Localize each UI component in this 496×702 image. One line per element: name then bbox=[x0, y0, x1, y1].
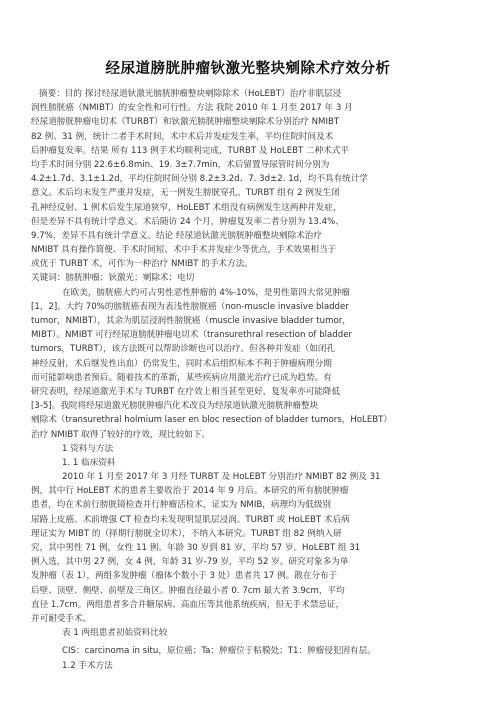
text-line: 神经反射，术后继发性出血）仍常发生，同时术后组织标本不利于肿瘤病理分期 bbox=[31, 358, 332, 369]
text-line: 后肿瘤复发率。结果 所有 113 例手术均顺利完成，TURBT 及 HoLEBT 二种术式平 bbox=[31, 145, 349, 156]
text-line: 尿路上皮癌。术前增强 CT 检查均未发现明显肌层浸润。TURBT 或 HoLEBT 术后病 bbox=[31, 514, 350, 525]
text-line: 82 例、31 例，统计二者手术时间，术中术后并发症发生率，平均住院时间及术 bbox=[31, 131, 334, 142]
text-line: 研究表明，经尿道激光手术与 TURBT 在疗效上相当甚至更好，复发率亦可能降低 bbox=[31, 386, 341, 397]
text-line: 例，其中行 HoLEBT 术的患者主要收治于 2014 年 9 月后。本研究的所有膀胱肿瘤 bbox=[31, 486, 349, 497]
text-line: MIBT）。NMIBT 可行经尿道膀胱肿瘤电切术（transurethral resection of bladder bbox=[31, 330, 353, 341]
text-line: 或优于 TURBT 术，可作为一种治疗 NMIBT 的手术方法。 bbox=[31, 259, 253, 270]
text-line: 并可耐受手术。 bbox=[31, 613, 92, 624]
text-line: 而可能影响患者预后。随着技术的革新，某些疾病应用激光治疗已成为趋势。有 bbox=[31, 372, 332, 383]
text-line: NMIBT 具有操作简便、手术时间短、术中手术并发症少等优点，手术效果相当于 bbox=[31, 245, 337, 256]
text-line: CIS：carcinoma in situ，原位癌；Ta：肿瘤位于粘膜处；T1：肿瘤侵犯固有层。 bbox=[62, 646, 376, 657]
text-line: 理证实为 MIBT 的（择期行膀胱全切术），不纳入本研究。TURBT 组 82 例纳入研 bbox=[31, 528, 342, 539]
text-line: 孔神经反射、1 例术后发生尿道狭窄，HoLEBT 术组没有病例发生这两种并发症， bbox=[31, 202, 342, 213]
text-line: 摘要：目的 探讨经尿道钬激光膀胱肿瘤整块剜除除术（HoLEBT）治疗非肌层浸 bbox=[39, 89, 342, 99]
text-line: 发肿瘤（表 1），两组多发肿瘤（瘤体个数小于 3 处）患者共 17 例。散在分布于 bbox=[31, 571, 338, 582]
text-line: 意义。术后均未发生严重并发症，无一例发生膀胱穿孔。TURBT 组有 2 例发生闭 bbox=[31, 188, 340, 199]
text-line: 2010 年 1 月至 2017 年 3 月经 TURBT 及 HoLEBT 分别治疗 NMIBT 82 例及 31 bbox=[62, 472, 381, 483]
text-line: 润性膀胱癌（NMIBT）的安全性和可行性。方法 我院 2010 年 1 月至 2017 年 3 月 bbox=[31, 103, 353, 114]
text-line: 关键词：膀胱肿瘤；钬激光；剜除术；电切 bbox=[31, 273, 195, 284]
text-line: 究，其中男性 71 例，女性 11 例。年龄 30 岁到 81 岁，平均 57 岁。HoLEBT 组 31 bbox=[31, 543, 361, 553]
text-line: 4.2±1.7d、3.1±1.2d，平均住院时间分别 8.2±3.2d、7. 3d±2. 1d，均不具有统计学 bbox=[31, 174, 368, 185]
text-line: 在欧美，膀胱癌大约可占男性恶性肿瘤的 4%-10%，是男性第四大常见肿瘤 bbox=[62, 287, 350, 298]
text-line: tumors，TURBT），该方法既可以帮助诊断也可以治疗。但各种并发症（如闭孔 bbox=[31, 344, 336, 355]
text-line: 表 1 两组患者初始资料比较 bbox=[62, 628, 168, 639]
text-line: [1，2]。大约 70%的膀胱癌表现为表浅性膀胱癌（non-muscle invasive bladder bbox=[31, 301, 349, 312]
text-line: 均手术时间分别 22.6±6.8min、19. 3±7.7min，术后留置导尿管时间分别为 bbox=[31, 159, 330, 170]
text-line: tumor，NMIBT），其余为肌层浸润性膀胱癌（muscle invasive bladder tumor， bbox=[31, 316, 351, 326]
text-line: 后壁、顶壁、侧壁、前壁及三角区。肿瘤直径最小者 0. 7cm 最大者 3.9cm，平均 bbox=[31, 585, 345, 596]
document-body bbox=[31, 87, 467, 673]
text-line: 9.7%，差异不具有统计学意义。结论 经尿道钬激光膀胱肿瘤整块剜除术治疗 bbox=[31, 230, 322, 241]
text-line: 患者，均在术前行膀胱镜检查并行肿瘤活检术，证实为 NMIB，病理均为低级别 bbox=[31, 500, 332, 511]
text-line: 经尿道膀胱肿瘤电切术（TURBT）和钬激光膀胱肿瘤整块剜除术分别治疗 NMIBT bbox=[31, 117, 340, 128]
text-line: 剜除术（transurethral holmium laser en bloc resection of bladder tumors，HoLEBT） bbox=[31, 415, 393, 426]
text-line: 但是差异不具有统计学意义。术后随访 24 个月，肿瘤复发率二者分别为 13.4%、 bbox=[31, 216, 344, 227]
text-line: [3-5]。我院将经尿道激光膀胱肿瘤汽化术改良为经尿道钬激光膀胱肿瘤整块 bbox=[31, 401, 319, 412]
text-line: 直径 1.7cm。两组患者多合并糖尿病、高血压等其他系统疾病，但无手术禁忌证， bbox=[31, 599, 345, 610]
text-line: 1. 1 临床资料 bbox=[62, 457, 116, 468]
text-line: 1 资料与方法 bbox=[62, 443, 114, 454]
text-line: 1.2 手术方法 bbox=[62, 660, 113, 671]
text-line: 治疗 NMIBT 取得了较好的疗效，现比较如下。 bbox=[31, 429, 211, 440]
text-line: 例入选，其中男 27 例，女 4 例，年龄 31 岁-79 岁，平均 52 岁。研究对象多为单 bbox=[31, 557, 349, 568]
document-title: 经尿道膀胱肿瘤钬激光整块剜除术疗效分析 bbox=[105, 61, 391, 77]
